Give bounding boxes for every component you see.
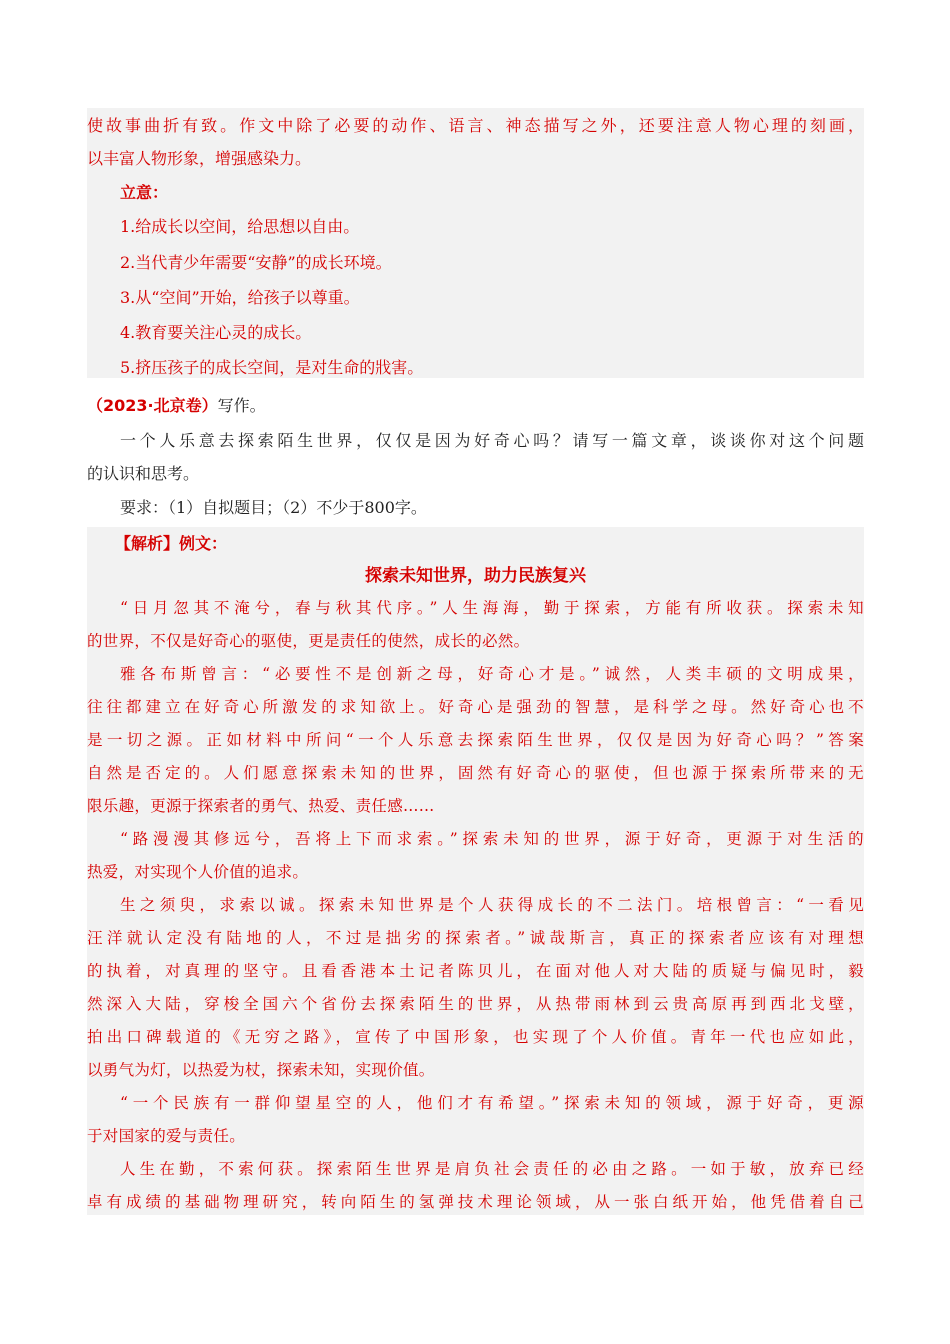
essay-line: 的执着，对真理的坚守。且看香港本土记者陈贝儿，在面对他人对大陆的质疑与偏见时，毅 xyxy=(87,962,864,980)
intro-line-1: 使故事曲折有致。作文中除了必要的动作、语言、神态描写之外，还要注意人物心理的刻画， xyxy=(87,116,864,135)
essay-line: 汪洋就认定没有陆地的人，不过是拙劣的探索者。”诚哉斯言，真正的探索者应该有对理想 xyxy=(87,929,864,947)
analysis-bracket-label: 【解析】 xyxy=(115,534,180,553)
requirement: 要求：（1）自拟题目；（2）不少于800字。 xyxy=(120,498,427,517)
liyi-heading: 立意： xyxy=(120,183,169,202)
essay-line: 人生在勤，不索何获。探索陌生世界是肩负社会责任的必由之路。一如于敏，放弃已经 xyxy=(120,1160,864,1178)
essay-line: 的世界，不仅是好奇心的驱使，更是责任的使然，成长的必然。 xyxy=(87,632,530,650)
essay-line: 往往都建立在好奇心所激发的求知欲上。好奇心是强劲的智慧，是科学之母。然好奇心也不 xyxy=(87,698,864,716)
question-line xyxy=(87,395,266,417)
essay-line: 于对国家的爱与责任。 xyxy=(87,1127,246,1145)
liyi-item-3: 3.从“空间”开始，给孩子以尊重。 xyxy=(120,288,360,307)
essay-line: 热爱，对实现个人价值的追求。 xyxy=(87,863,309,881)
essay-line: 生之须臾，求索以诚。探索未知世界是个人获得成长的不二法门。培根曾言：“一看见 xyxy=(120,896,864,914)
question-task: 写作。 xyxy=(217,396,266,415)
essay-line: “路漫漫其修远兮，吾将上下而求索。”探索未知的世界，源于好奇，更源于对生活的 xyxy=(120,830,864,848)
prompt-line-1: 一个人乐意去探索陌生世界，仅仅是因为好奇心吗？请写一篇文章，谈谈你对这个问题 xyxy=(120,431,864,450)
essay-line: “一个民族有一群仰望星空的人，他们才有希望。”探索未知的领域，源于好奇，更源 xyxy=(120,1094,864,1112)
essay-line: 雅各布斯曾言：“必要性不是创新之母，好奇心才是。”诚然，人类丰硕的文明成果， xyxy=(120,665,864,683)
essay-title: 探索未知世界，助力民族复兴 xyxy=(365,566,586,586)
analysis-example-label: 例文： xyxy=(179,534,228,553)
liyi-item-1: 1.给成长以空间，给思想以自由。 xyxy=(120,217,360,236)
liyi-item-4: 4.教育要关注心灵的成长。 xyxy=(120,323,312,342)
intro-line-2: 以丰富人物形象，增强感染力。 xyxy=(87,149,312,168)
essay-line: 是一切之源。正如材料中所问“一个人乐意去探索陌生世界，仅仅是因为好奇心吗？”答案 xyxy=(87,731,864,749)
question-source: （2023·北京卷） xyxy=(87,396,218,415)
analysis-label xyxy=(115,533,227,555)
essay-line: 限乐趣，更源于探索者的勇气、热爱、责任感…… xyxy=(87,797,435,815)
liyi-item-5: 5.挤压孩子的成长空间，是对生命的戕害。 xyxy=(120,358,424,377)
essay-line: 拍出口碑载道的《无穷之路》，宣传了中国形象，也实现了个人价值。青年一代也应如此， xyxy=(87,1028,864,1046)
essay-line: 以勇气为灯，以热爱为杖，探索未知，实现价值。 xyxy=(87,1061,435,1079)
essay-line: “日月忽其不淹兮，春与秋其代序。”人生海海，勤于探索，方能有所收获。探索未知 xyxy=(120,599,864,617)
prompt-line-2: 的认识和思考。 xyxy=(87,464,200,483)
essay-line: 自然是否定的。人们愿意探索未知的世界，固然有好奇心的驱使，但也源于探索所带来的无 xyxy=(87,764,864,782)
liyi-item-2: 2.当代青少年需要“安静”的成长环境。 xyxy=(120,253,392,272)
essay-line: 然深入大陆，穿梭全国六个省份去探索陌生的世界，从热带雨林到云贵高原再到西北戈壁， xyxy=(87,995,864,1013)
essay-line: 卓有成绩的基础物理研究，转向陌生的氢弹技术理论领域，从一张白纸开始，他凭借着自己 xyxy=(87,1193,864,1211)
